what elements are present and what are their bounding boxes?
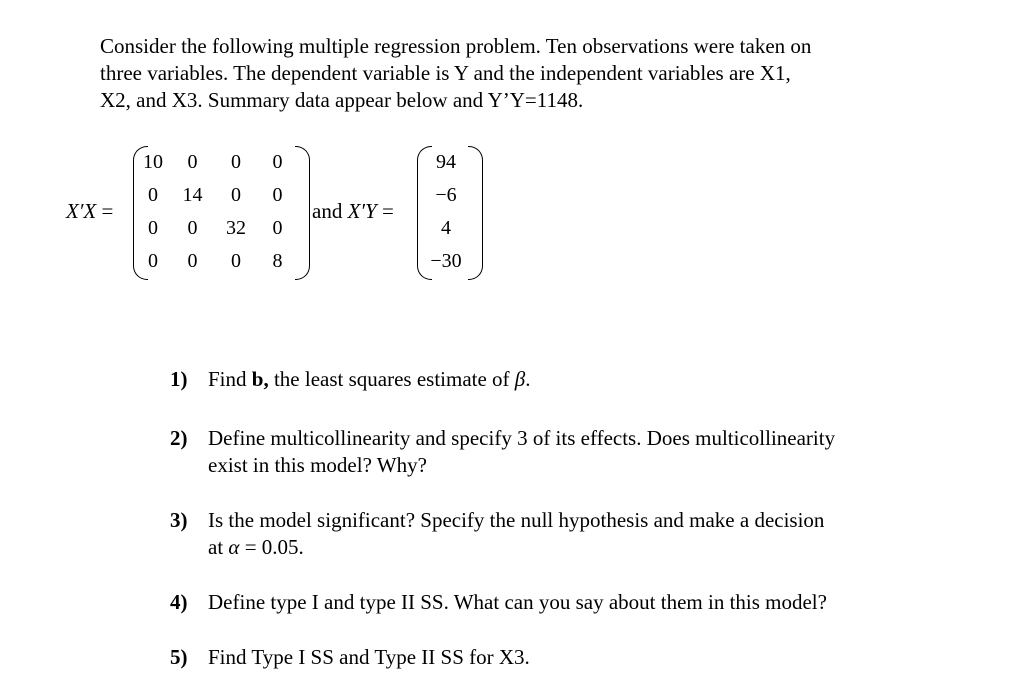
xx-cell: 14: [182, 184, 203, 206]
question-text: Define type I and type II SS. What can you say about them in this model?: [208, 590, 827, 614]
question-text: [208, 507, 930, 561]
xx-cell: 0: [231, 184, 241, 206]
xx-cell: 8: [272, 250, 283, 272]
question-2: [170, 425, 930, 479]
xx-cell: 0: [231, 250, 241, 272]
question-text: Find Type I SS and Type II SS for X3.: [208, 645, 530, 669]
xx-cell: 0: [148, 217, 158, 239]
xx-cell: 0: [148, 184, 158, 206]
xy-cell: −30: [430, 250, 462, 272]
xx-cell: 0: [272, 151, 283, 173]
q3-line-2-post: = 0.05.: [239, 535, 304, 559]
xx-cell: 0: [148, 250, 158, 272]
xy-vector: [420, 146, 472, 278]
xx-symbol: X′X: [66, 199, 97, 223]
xx-matrix: [136, 146, 298, 278]
and-xy-label: [312, 199, 394, 224]
question-4: [170, 589, 930, 616]
q3-alpha-symbol: α: [228, 535, 240, 559]
question-3: [170, 507, 930, 561]
question-text: [208, 425, 930, 479]
q1-end: .: [525, 367, 531, 391]
xx-cell: 0: [272, 217, 283, 239]
q2-line-2: exist in this model? Why?: [208, 453, 427, 477]
question-5: [170, 644, 930, 671]
xx-cell: 10: [143, 151, 163, 173]
xy-symbol: X′Y: [347, 199, 377, 223]
intro-line-2: three variables. The dependent variable is Y and the independent variables are X1,: [100, 61, 791, 85]
q1-post: the least squares estimate of: [268, 367, 515, 391]
q3-line-2-pre: at: [208, 535, 229, 559]
intro-line-1: Consider the following multiple regression problem. Ten observations were taken on: [100, 34, 812, 58]
xy-equals: =: [381, 199, 394, 223]
q1-bold-b: b,: [251, 367, 269, 391]
xx-label: [66, 199, 113, 224]
xx-cell: 0: [187, 151, 198, 173]
question-number: 1): [170, 367, 188, 391]
xx-equals: =: [101, 199, 114, 223]
xx-cell: 0: [187, 250, 198, 272]
question-1: [170, 366, 930, 393]
xy-cell: 4: [441, 217, 451, 239]
xx-cell: 0: [187, 217, 198, 239]
xy-right-paren: [468, 146, 483, 280]
q1-pre: Find: [208, 367, 252, 391]
question-text: [208, 366, 930, 393]
question-number: 2): [170, 426, 188, 450]
xx-cell: 32: [226, 217, 246, 239]
question-number: 3): [170, 508, 188, 532]
question-number: 5): [170, 645, 188, 669]
question-list: [170, 366, 930, 671]
q1-beta-symbol: β: [514, 367, 526, 391]
xx-right-paren: [295, 146, 310, 280]
xx-cell: 0: [272, 184, 283, 206]
intro-line-3: X2, and X3. Summary data appear below and Y’Y=1148.: [100, 88, 584, 112]
xy-cell: 94: [436, 151, 456, 173]
xx-cell: 0: [231, 151, 241, 173]
q2-line-1: Define multicollinearity and specify 3 of its effects. Does multicollinearity: [208, 426, 836, 450]
problem-statement: [100, 33, 930, 114]
and-text: and: [312, 199, 343, 223]
q3-line-1: Is the model significant? Specify the null hypothesis and make a decision: [208, 508, 825, 532]
xy-cell: −6: [435, 184, 457, 206]
question-number: 4): [170, 590, 188, 614]
